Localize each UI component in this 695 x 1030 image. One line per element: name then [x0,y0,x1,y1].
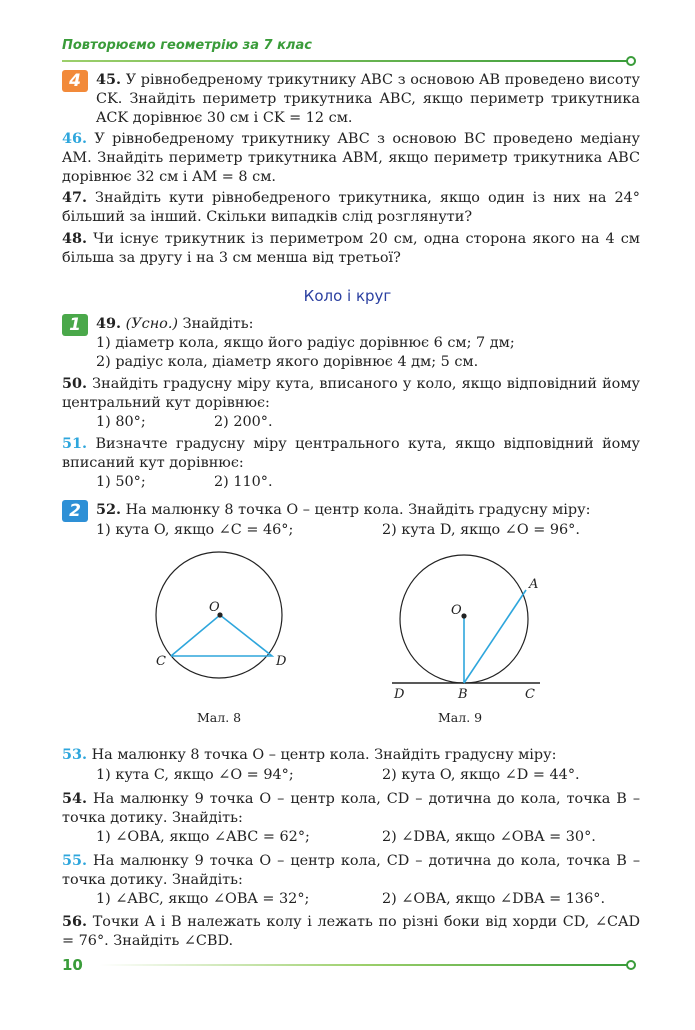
problem-56 [62,912,640,951]
problem-52 [96,500,636,520]
level-badge-1: 1 [62,314,88,336]
figure-8-caption: Мал. 8 [197,710,242,725]
section-title: Коло і круг [303,287,392,305]
figure-8 [140,548,300,708]
fig9-label-b: B [458,687,468,702]
fig9-center-point [461,613,466,618]
problem-51-option-1: 1) 50°; [96,474,146,490]
problem-number: 47. [62,189,88,206]
problem-text: На малюнку 9 точка O – центр кола, CD – дотична до кола, точка B – точка дотику. Знайдіть: [62,791,641,826]
footer-end-dot [626,960,636,970]
page-number: 10 [62,956,83,974]
problem-number: 51. [62,435,88,452]
problem-51-option-2: 2) 110°. [214,474,273,490]
problem-text: На малюнку 8 точка O – центр кола. Знайдіть градусну міру: [91,747,557,763]
fig8-triangle [171,615,272,656]
problem-55 [62,851,640,890]
problem-text: У рівнобедреному трикутнику ABC з основою BC проведено медіану AM. Знайдіть периметр трикутника ABM, якщо периметр трикутника ABC дорівнює 32 см і AM = 8 см. [62,131,641,185]
problem-53-option-2: 2) кута O, якщо ∠D = 44°. [382,767,580,783]
problem-text: На малюнку 8 точка O – центр кола. Знайдіть градусну міру: [125,502,591,518]
problem-line-1: 1) діаметр кола, якщо його радіус дорівнює 6 см; 7 дм; [96,335,515,351]
problem-text: Визначте градусну міру центрального кута, якщо відповідний йому вписаний кут дорівнює: [62,436,640,471]
problem-45 [62,70,640,128]
level-badge-2: 2 [62,500,88,522]
problem-53 [62,745,640,765]
problem-text: У рівнобедреному трикутнику ABC з основою AB проведено висоту CK. Знайдіть периметр трикутника ABC, якщо периметр трикутника ACK дорівнює 30 см і CK = 12 см. [96,72,640,126]
problem-number: 53. [62,746,88,763]
fig8-label-o: O [209,600,220,615]
problem-50-option-2: 2) 200°. [214,414,273,430]
fig9-label-d: D [394,687,405,702]
fig9-chord-ba [464,590,526,683]
problem-number: 45. [96,71,122,88]
problem-text: Чи існує трикутник із периметром 20 см, одна сторона якого на 4 см більша за другу і на 3 см менша від третьої? [62,231,640,266]
header-rule [62,60,628,62]
problem-number: 52. [96,501,122,518]
fig9-label-c: C [525,687,535,702]
problem-number: 46. [62,130,88,147]
fig9-label-a: A [529,577,539,592]
figure-9 [388,548,548,708]
problem-text: Знайдіть кути рівнобедреного трикутника, якщо один із них на 24° більший за інший. Скільки випадків слід розглянути? [62,190,640,225]
problem-51 [62,434,640,473]
problem-number: 48. [62,230,88,247]
problem-line-2: 2) радіус кола, діаметр якого дорівнює 4 дм; 5 см. [96,354,479,370]
problem-47 [62,188,640,227]
problem-number: 56. [62,913,88,930]
problem-text: Точки A і B належать колу і лежать по різні боки від хорди CD, ∠CAD = 76°. Знайдіть ∠CBD. [62,914,640,949]
problem-50 [62,374,640,413]
figure-9-caption: Мал. 9 [438,710,483,725]
problem-52-option-2: 2) кута D, якщо ∠O = 96°. [382,522,580,538]
problem-text: Знайдіть: [182,316,254,332]
fig8-label-c: C [156,654,166,669]
fig8-label-d: D [276,654,287,669]
footer-rule [100,964,628,966]
problem-text: Знайдіть градусну міру кута, вписаного у коло, якщо відповідний йому центральний кут дорівнює: [62,376,640,411]
problem-55-option-1: 1) ∠ABC, якщо ∠OBA = 32°; [96,891,310,907]
problem-54-option-1: 1) ∠OBA, якщо ∠ABC = 62°; [96,829,310,845]
problem-46 [62,129,640,187]
problem-text: На малюнку 9 точка O – центр кола, CD – дотична до кола, точка B – точка дотику. Знайдіть: [62,853,641,888]
problem-52-option-1: 1) кута O, якщо ∠C = 46°; [96,522,294,538]
problem-54 [62,789,640,828]
problem-number: 50. [62,375,88,392]
problem-48 [62,229,640,268]
level-badge-4: 4 [62,70,88,92]
problem-55-option-2: 2) ∠OBA, якщо ∠DBA = 136°. [382,891,606,907]
problem-50-option-1: 1) 80°; [96,414,146,430]
problem-number: 49. [96,315,122,332]
problem-53-option-1: 1) кута C, якщо ∠O = 94°; [96,767,294,783]
problem-54-option-2: 2) ∠DBA, якщо ∠OBA = 30°. [382,829,596,845]
problem-number: 55. [62,852,88,869]
header-end-dot [626,56,636,66]
problem-number: 54. [62,790,88,807]
oral-note: (Усно.) [125,316,179,332]
problem-49 [96,314,636,372]
page-header: Повторюємо геометрію за 7 клас [62,38,312,53]
fig9-label-o: O [451,603,462,618]
